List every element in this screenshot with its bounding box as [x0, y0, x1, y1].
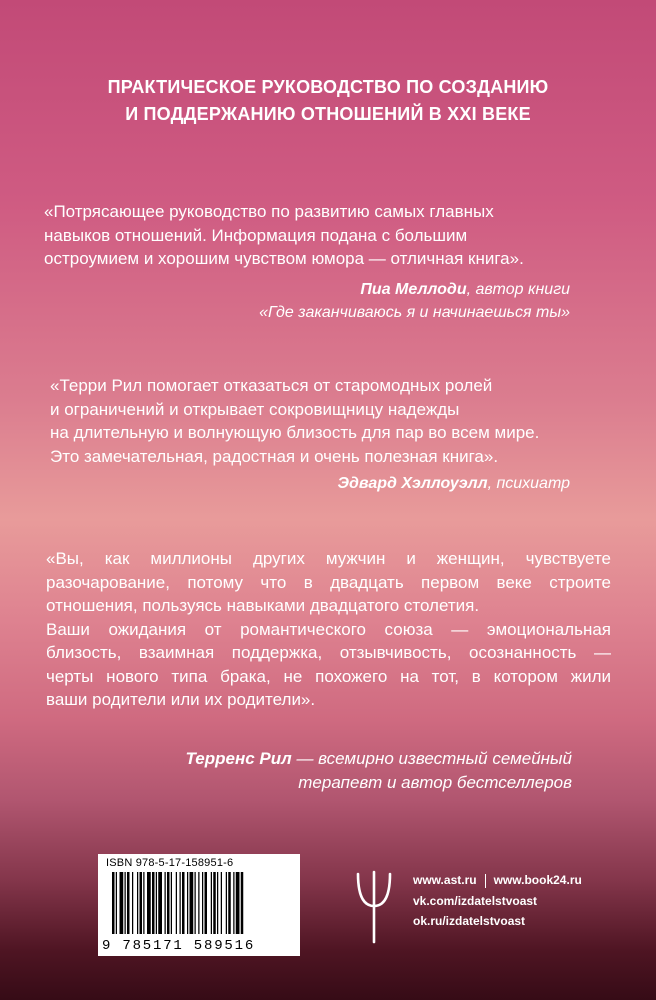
links-divider	[485, 874, 486, 888]
quote-3-line: Ваши ожидания от романтического союза — эмоциональная	[46, 619, 611, 639]
quote-1-line: остроумием и хорошим чувством юмора — отличная книга».	[44, 249, 524, 268]
barcode-bar	[132, 872, 133, 934]
barcode-bar	[165, 872, 166, 934]
quote-2-line: и ограничений и открывает сокровищницу надежды	[50, 399, 460, 419]
barcode-bar	[125, 872, 126, 934]
barcode-bar	[213, 872, 216, 934]
links-row-sites	[413, 870, 582, 891]
barcode-box	[98, 854, 300, 956]
barcode-bar	[217, 872, 218, 934]
quote-3-line: «Вы, как миллионы других мужчин и женщин, чувствуете	[46, 549, 611, 568]
barcode-bar	[180, 872, 181, 934]
quote-2-author-role: , психиатр	[487, 475, 570, 492]
barcode-bar	[205, 872, 208, 934]
quote-3-line: ваши родители или их родители».	[46, 690, 316, 709]
quote-3-attribution	[186, 747, 572, 794]
quote-3-author-desc-2: терапевт и автор бестселлеров	[298, 772, 572, 792]
link-ast[interactable]: www.ast.ru	[413, 873, 477, 887]
quote-1-line: «Потрясающее руководство по развитию самых главных	[44, 202, 494, 221]
barcode-bar	[116, 872, 117, 934]
quote-1-author-role: , автор книги	[466, 281, 570, 298]
barcode-bar	[137, 872, 138, 934]
quote-1	[44, 200, 604, 271]
quote-1-line: навыков отношений. Информация подана с большим	[44, 225, 468, 245]
barcode-bar	[221, 872, 222, 934]
barcode-bar	[158, 872, 162, 934]
quote-2-attribution	[338, 472, 571, 495]
barcode-bar	[236, 872, 240, 934]
barcode-bar	[241, 872, 244, 934]
barcode-bar	[152, 872, 155, 934]
isbn-label: ISBN 978-5-17-158951-6	[106, 857, 234, 869]
link-vk[interactable]: vk.com/izdatelstvoast	[413, 893, 538, 908]
barcode-bar	[190, 872, 194, 934]
barcode-icon	[112, 872, 292, 934]
barcode-bar	[187, 872, 188, 934]
barcode-bar	[127, 872, 130, 934]
barcode-bar	[171, 872, 172, 934]
quote-3-line: разочарование, потому что в двадцать первом веке строите	[46, 572, 611, 592]
barcode-bar	[198, 872, 199, 934]
barcode-bar	[156, 872, 157, 934]
quote-2-line: Это замечательная, радостная и очень полезная книга».	[50, 446, 499, 466]
quote-1-attribution	[259, 278, 570, 324]
barcode-bar	[202, 872, 203, 934]
quote-1-author: Пиа Меллоди	[360, 281, 467, 298]
barcode-bar	[143, 872, 144, 934]
barcode-bar	[182, 872, 185, 934]
quote-3-line: черты нового типа брака, не похожего на тот, в котором жили	[46, 666, 611, 686]
barcode-bar	[112, 872, 115, 934]
barcode-bar	[120, 872, 124, 934]
barcode-bar	[233, 872, 234, 934]
barcode-bar	[176, 872, 177, 934]
quote-3-author: Терренс Рил	[185, 749, 292, 768]
quote-3-line: близость, взаимная поддержка, отзывчивость, осознанность —	[46, 643, 611, 662]
link-book24[interactable]: www.book24.ru	[493, 873, 582, 887]
barcode-bar	[167, 872, 170, 934]
quote-2	[50, 374, 590, 468]
barcode-bar	[226, 872, 227, 934]
heading-line-1: ПРАКТИЧЕСКОЕ РУКОВОДСТВО ПО СОЗДАНИЮ	[107, 77, 549, 97]
link-ok[interactable]: ok.ru/izdatelstvoast	[413, 914, 526, 928]
barcode-bar	[211, 872, 212, 934]
barcode-number: 9 785171 589516	[102, 938, 256, 954]
publisher-links	[413, 870, 582, 932]
barcode-bar	[195, 872, 196, 934]
cover-heading	[0, 74, 656, 128]
barcode-bar	[140, 872, 143, 934]
quote-3-line: отношения, пользуясь навыками двадцатого столетия.	[46, 596, 480, 615]
heading-line-2: И ПОДДЕРЖАНИЮ ОТНОШЕНИЙ В XXI ВЕКЕ	[125, 104, 531, 124]
psi-logo-icon	[355, 868, 393, 946]
quote-2-line: на длительную и волнующую близость для пар во всем мире.	[50, 423, 540, 442]
quote-2-line: «Терри Рил помогает отказаться от старомодных ролей	[50, 376, 493, 395]
barcode-bar	[147, 872, 151, 934]
quote-3-author-desc: — всемирно известный семейный	[291, 749, 572, 768]
quote-1-book: «Где заканчиваюсь я и начинаешься ты»	[259, 304, 570, 321]
quote-2-author: Эдвард Хэллоуэлл	[337, 475, 488, 492]
quote-3	[46, 547, 611, 712]
barcode-bar	[228, 872, 231, 934]
